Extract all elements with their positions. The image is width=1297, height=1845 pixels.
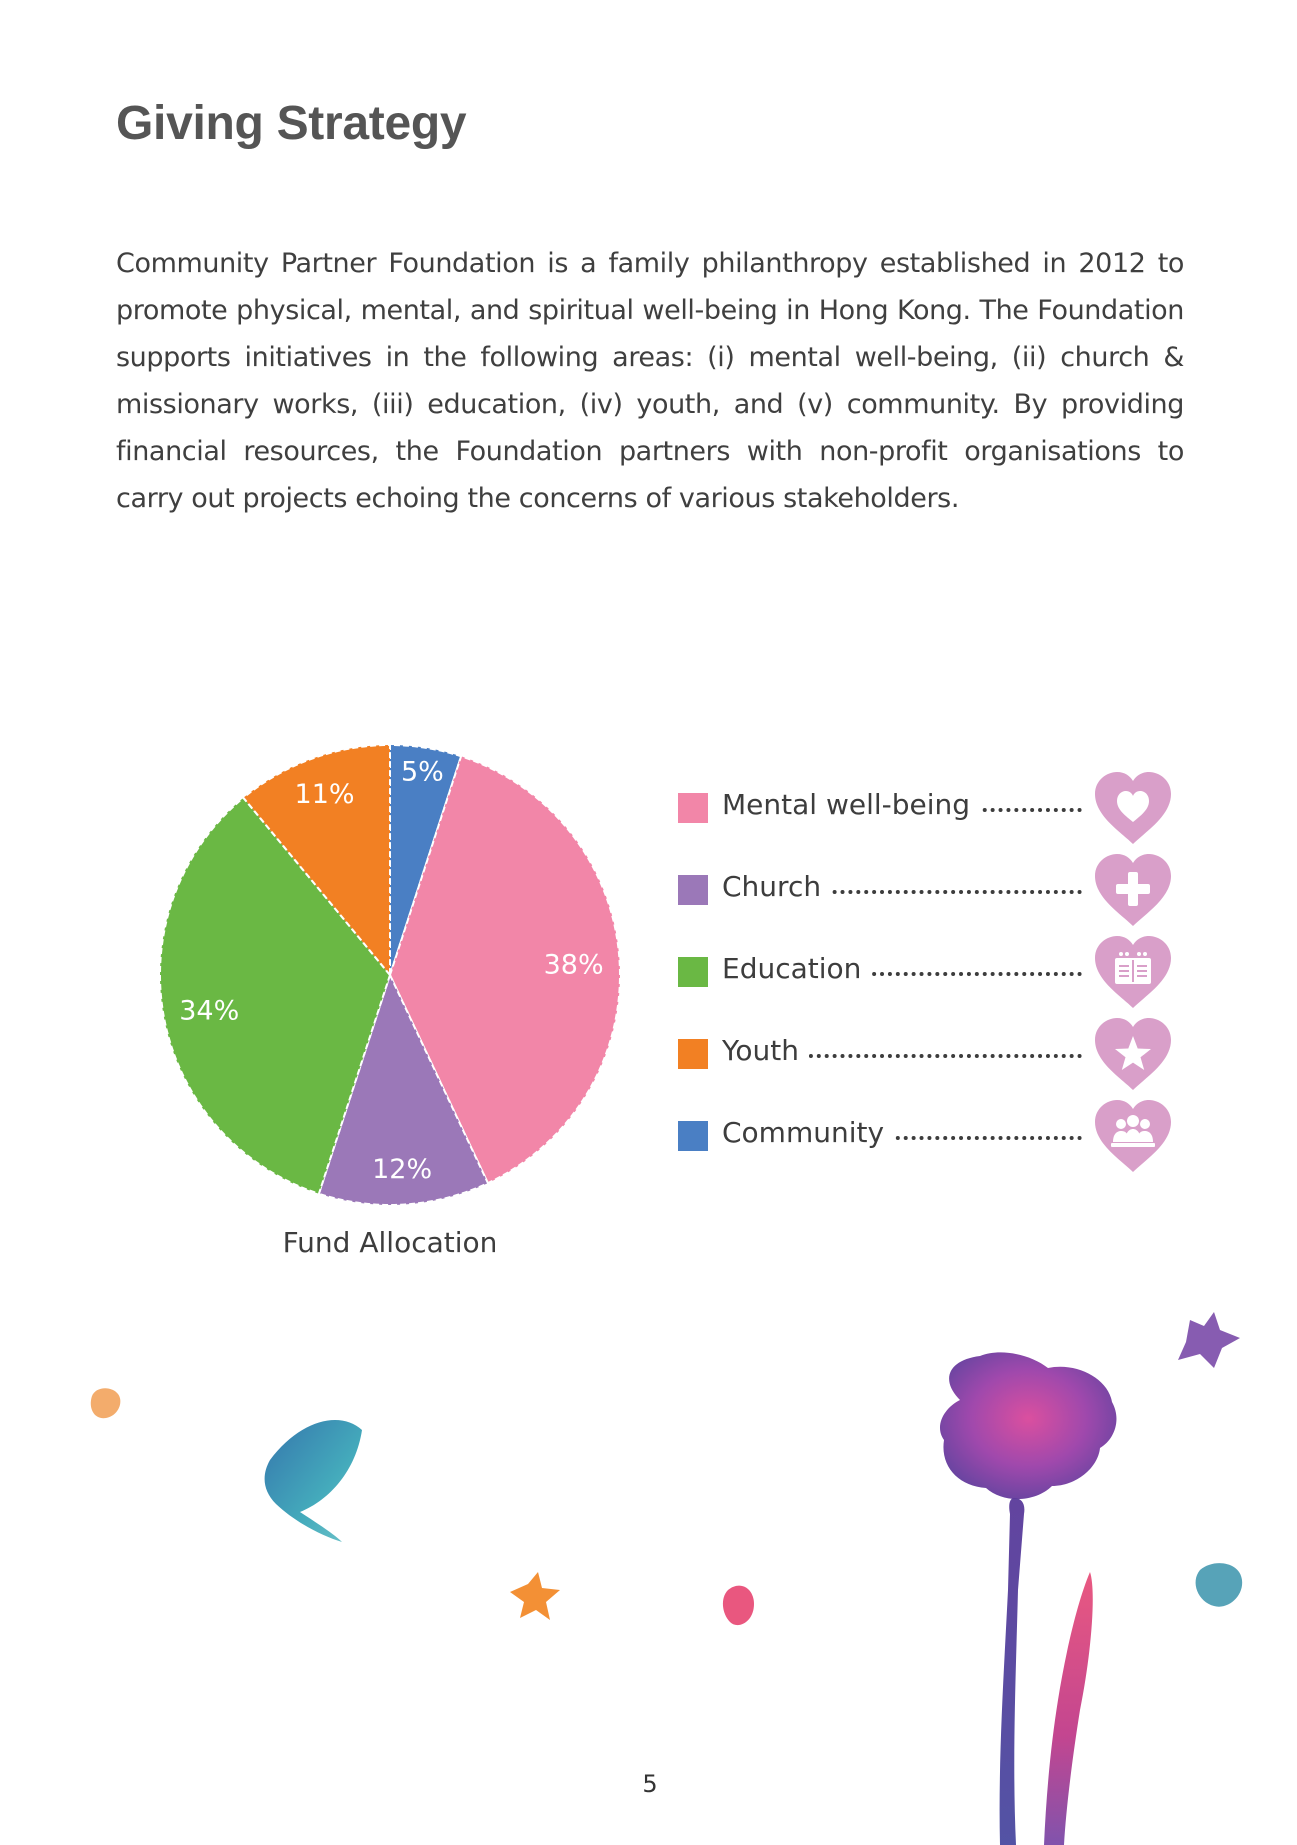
legend-item-education bbox=[678, 934, 1188, 1004]
orange-star-decoration bbox=[510, 1572, 560, 1620]
flower-stem-decoration bbox=[1000, 1498, 1025, 1845]
heart-icon bbox=[1093, 770, 1173, 846]
pie-value-label: 5% bbox=[400, 756, 444, 788]
orange-dot-decoration bbox=[91, 1388, 121, 1418]
pie-value-label: 34% bbox=[179, 995, 240, 1027]
legend-item-youth bbox=[678, 1016, 1188, 1086]
book-icon bbox=[1093, 934, 1173, 1010]
people-icon bbox=[1093, 1098, 1173, 1174]
legend-swatch bbox=[678, 793, 708, 823]
teal-dot-decoration bbox=[1196, 1563, 1243, 1607]
legend-swatch bbox=[678, 875, 708, 905]
pink-blade-decoration bbox=[1044, 1572, 1093, 1845]
page-number: 5 bbox=[642, 1770, 658, 1798]
page-title: Giving Strategy bbox=[116, 97, 467, 150]
pie-value-label: 38% bbox=[543, 949, 604, 981]
legend-label: Youth bbox=[722, 1034, 809, 1067]
chart-caption: Fund Allocation bbox=[282, 1226, 498, 1259]
pink-dot-decoration bbox=[723, 1586, 754, 1626]
legend-swatch bbox=[678, 1121, 708, 1151]
purple-star-decoration bbox=[1178, 1312, 1240, 1368]
intro-paragraph: Community Partner Foundation is a family philanthropy established in 2012 to promote physical, mental, and spiritual well-being in Hong Kong. The Foundation supports initiatives in the following areas: (i) mental well-being, (ii) church & missionary works, (iii) education, (iv) youth, and (v) community. By providing financial resources, the Foundation partners with non-profit organisations to carry out projects echoing the concerns of various stakeholders. bbox=[116, 248, 1184, 514]
watercolor-decoration bbox=[0, 1290, 1297, 1845]
fund-allocation-pie-chart bbox=[140, 725, 640, 1225]
cross-icon bbox=[1093, 852, 1173, 928]
purple-flower-decoration bbox=[940, 1352, 1116, 1499]
blue-leaf-decoration bbox=[265, 1420, 362, 1542]
legend-swatch bbox=[678, 957, 708, 987]
legend-label: Community bbox=[722, 1116, 894, 1149]
star-icon bbox=[1093, 1016, 1173, 1092]
legend-label: Education bbox=[722, 952, 871, 985]
pie-value-label: 11% bbox=[294, 779, 355, 811]
legend-item-community bbox=[678, 1098, 1188, 1168]
legend-item-mental-well-being bbox=[678, 770, 1188, 840]
legend-item-church bbox=[678, 852, 1188, 922]
legend-label: Church bbox=[722, 870, 831, 903]
legend-label: Mental well-being bbox=[722, 788, 980, 821]
pie-value-label: 12% bbox=[372, 1153, 433, 1185]
legend-swatch bbox=[678, 1039, 708, 1069]
